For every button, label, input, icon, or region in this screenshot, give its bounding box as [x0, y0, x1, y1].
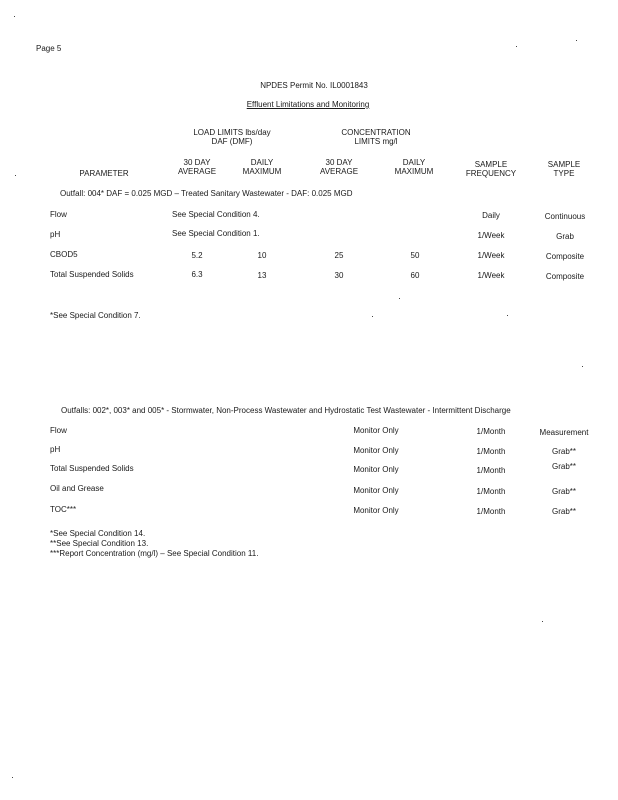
load-limits-header: LOAD LIMITS lbs/day DAF (DMF) [193, 128, 271, 147]
row-load-30day: 5.2 [191, 251, 203, 260]
row-parameter: Flow [50, 426, 67, 435]
row-frequency: Daily [482, 211, 500, 220]
scan-speck [576, 40, 577, 41]
row-parameter: Flow [50, 210, 67, 219]
row-type: Grab** [551, 462, 577, 471]
col-conc-daily: DAILY MAXIMUM [394, 158, 434, 177]
row-value: Monitor Only [353, 506, 399, 515]
row-value: Monitor Only [353, 446, 399, 455]
col-parameter: PARAMETER [79, 169, 129, 178]
outfall2-footnote-3: ***Report Concentration (mg/l) – See Special Condition 11. [50, 549, 259, 558]
row-parameter: Total Suspended Solids [50, 464, 134, 473]
row-type: Grab** [551, 507, 577, 516]
outfall1-heading: Outfall: 004* DAF = 0.025 MGD – Treated Sanitary Wastewater - DAF: 0.025 MGD [60, 189, 353, 198]
outfall1-footnote: *See Special Condition 7. [50, 311, 141, 320]
row-conc-30day: 25 [334, 251, 344, 260]
row-type: Continuous [544, 212, 586, 221]
row-type: Composite [545, 252, 585, 261]
concentration-header: CONCENTRATION LIMITS mg/l [341, 128, 411, 147]
scan-speck [542, 621, 543, 622]
row-frequency: 1/Week [477, 251, 505, 260]
outfall2-heading: Outfalls: 002*, 003* and 005* - Stormwater, Non-Process Wastewater and Hydrostatic Test Wastewater - Intermittent Discharge [61, 406, 511, 415]
row-value: Monitor Only [353, 426, 399, 435]
scan-speck [15, 175, 16, 176]
row-parameter: Total Suspended Solids [50, 270, 134, 279]
row-parameter: Oil and Grease [50, 484, 104, 493]
scan-speck [14, 16, 15, 17]
scan-speck [507, 315, 508, 316]
row-condition: See Special Condition 4. [172, 210, 260, 219]
row-type: Grab** [551, 487, 577, 496]
row-frequency: 1/Month [476, 466, 506, 475]
row-conc-30day: 30 [334, 271, 344, 280]
col-load-daily: DAILY MAXIMUM [242, 158, 282, 177]
col-type: SAMPLE TYPE [547, 160, 581, 179]
row-value: Monitor Only [353, 486, 399, 495]
row-parameter: pH [50, 230, 61, 239]
row-load-daily: 10 [257, 251, 267, 260]
row-type: Measurement [539, 428, 589, 437]
row-condition: See Special Condition 1. [172, 229, 260, 238]
page-label: Page 5 [36, 44, 62, 53]
outfall2-footnote-2: **See Special Condition 13. [50, 539, 149, 548]
row-load-30day: 6.3 [191, 270, 203, 279]
scan-speck [582, 366, 583, 367]
section-title: Effluent Limitations and Monitoring [246, 100, 370, 109]
outfall2-footnote-1: *See Special Condition 14. [50, 529, 146, 538]
col-conc-30day: 30 DAY AVERAGE [319, 158, 359, 177]
col-frequency: SAMPLE FREQUENCY [465, 160, 517, 179]
row-frequency: 1/Month [476, 427, 506, 436]
row-type: Grab** [551, 447, 577, 456]
row-conc-daily: 50 [410, 251, 420, 260]
row-frequency: 1/Month [476, 487, 506, 496]
row-frequency: 1/Week [477, 271, 505, 280]
scan-speck [372, 316, 373, 317]
row-type: Composite [545, 272, 585, 281]
row-parameter: TOC*** [50, 505, 77, 514]
scan-speck [12, 777, 13, 778]
row-frequency: 1/Week [477, 231, 505, 240]
row-value: Monitor Only [353, 465, 399, 474]
row-type: Grab [556, 232, 574, 241]
row-frequency: 1/Month [476, 507, 506, 516]
row-frequency: 1/Month [476, 447, 506, 456]
scan-speck [399, 298, 400, 299]
row-conc-daily: 60 [410, 271, 420, 280]
scan-speck [516, 46, 517, 47]
col-load-30day: 30 DAY AVERAGE [177, 158, 217, 177]
permit-title: NPDES Permit No. IL0001843 [260, 81, 368, 90]
row-parameter: CBOD5 [50, 250, 78, 259]
row-load-daily: 13 [257, 271, 267, 280]
row-parameter: pH [50, 445, 61, 454]
